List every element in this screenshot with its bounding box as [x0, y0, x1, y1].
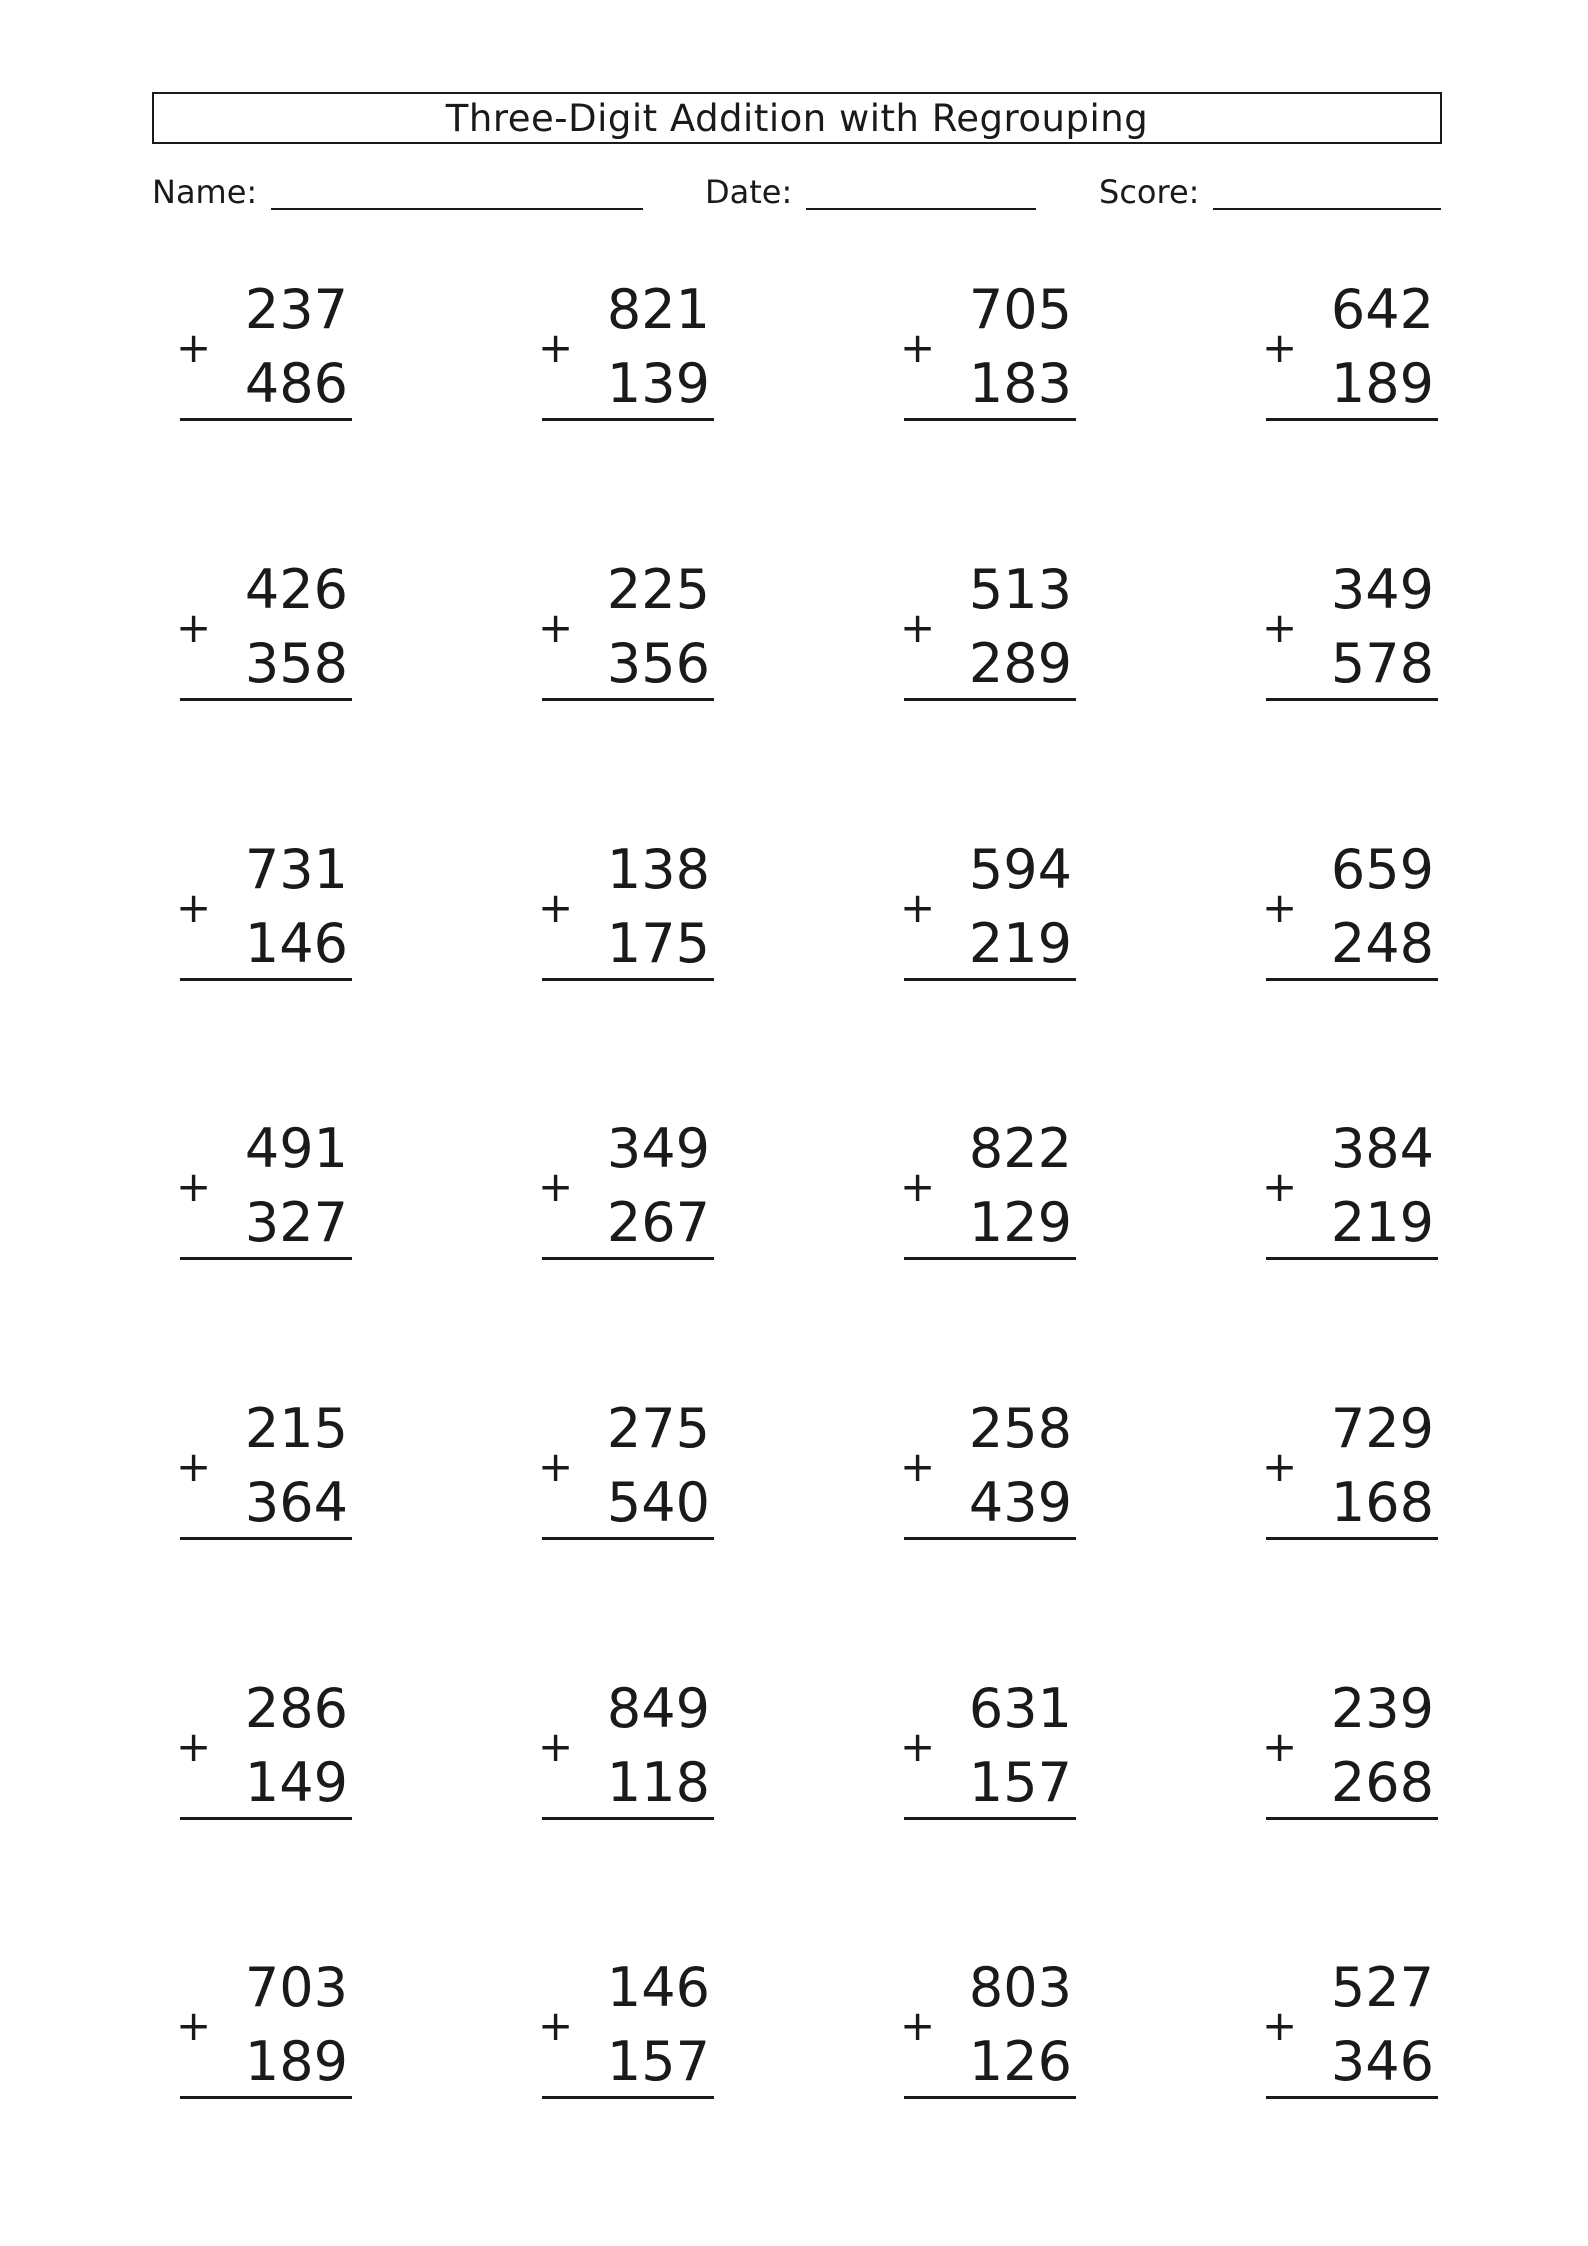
addend-top: 275 [606, 1397, 710, 1460]
addition-problem [1262, 1679, 1438, 1829]
addend-top: 225 [606, 558, 710, 621]
addend-bottom: 289 [968, 632, 1072, 695]
addend-bottom: 356 [606, 632, 710, 695]
addition-problem [176, 1119, 352, 1269]
score-blank-line[interactable] [1213, 178, 1441, 210]
addend-bottom: 183 [968, 352, 1072, 415]
addition-problem [176, 1958, 352, 2108]
addition-problem [538, 1679, 714, 1829]
addend-top: 703 [244, 1956, 348, 2019]
addend-top: 426 [244, 558, 348, 621]
addition-problem [1262, 1399, 1438, 1549]
addend-bottom: 129 [968, 1191, 1072, 1254]
addend-top: 729 [1330, 1397, 1434, 1460]
answer-line[interactable] [1266, 698, 1438, 701]
plus-sign: + [900, 1722, 936, 1771]
answer-line[interactable] [180, 978, 352, 981]
addition-problem [900, 1679, 1076, 1829]
addend-top: 349 [606, 1117, 710, 1180]
answer-line[interactable] [904, 698, 1076, 701]
answer-line[interactable] [180, 1257, 352, 1260]
addend-top: 237 [244, 278, 348, 341]
addition-problem [900, 1119, 1076, 1269]
answer-line[interactable] [542, 2096, 714, 2099]
addend-bottom: 486 [244, 352, 348, 415]
addend-top: 705 [968, 278, 1072, 341]
plus-sign: + [900, 1442, 936, 1491]
plus-sign: + [1262, 1442, 1298, 1491]
answer-line[interactable] [904, 2096, 1076, 2099]
addend-bottom: 139 [606, 352, 710, 415]
addend-top: 239 [1330, 1677, 1434, 1740]
plus-sign: + [538, 2001, 574, 2050]
plus-sign: + [1262, 2001, 1298, 2050]
answer-line[interactable] [542, 978, 714, 981]
addend-top: 803 [968, 1956, 1072, 2019]
plus-sign: + [176, 2001, 212, 2050]
addend-top: 258 [968, 1397, 1072, 1460]
addend-top: 146 [606, 1956, 710, 2019]
answer-line[interactable] [1266, 418, 1438, 421]
answer-line[interactable] [1266, 2096, 1438, 2099]
answer-line[interactable] [542, 698, 714, 701]
answer-line[interactable] [1266, 1817, 1438, 1820]
plus-sign: + [538, 1162, 574, 1211]
plus-sign: + [1262, 323, 1298, 372]
addend-top: 286 [244, 1677, 348, 1740]
date-blank-line[interactable] [806, 178, 1036, 210]
plus-sign: + [538, 323, 574, 372]
addition-problem [900, 1958, 1076, 2108]
plus-sign: + [538, 603, 574, 652]
addend-bottom: 157 [606, 2030, 710, 2093]
addend-bottom: 157 [968, 1751, 1072, 1814]
addition-problem [1262, 560, 1438, 710]
addition-problem [1262, 840, 1438, 990]
addend-bottom: 267 [606, 1191, 710, 1254]
plus-sign: + [900, 1162, 936, 1211]
addend-top: 384 [1330, 1117, 1434, 1180]
plus-sign: + [1262, 603, 1298, 652]
answer-line[interactable] [180, 418, 352, 421]
plus-sign: + [900, 2001, 936, 2050]
addition-problem [1262, 1119, 1438, 1269]
addend-bottom: 540 [606, 1471, 710, 1534]
answer-line[interactable] [542, 1257, 714, 1260]
addend-top: 822 [968, 1117, 1072, 1180]
addend-top: 849 [606, 1677, 710, 1740]
answer-line[interactable] [542, 418, 714, 421]
header-fields [152, 170, 1442, 220]
answer-line[interactable] [904, 978, 1076, 981]
addition-problem [900, 1399, 1076, 1549]
addend-bottom: 248 [1330, 912, 1434, 975]
plus-sign: + [1262, 1162, 1298, 1211]
addend-bottom: 118 [606, 1751, 710, 1814]
addition-problem [1262, 1958, 1438, 2108]
addend-top: 513 [968, 558, 1072, 621]
addend-bottom: 146 [244, 912, 348, 975]
addend-top: 631 [968, 1677, 1072, 1740]
name-field [152, 170, 643, 214]
answer-line[interactable] [180, 2096, 352, 2099]
addend-top: 138 [606, 838, 710, 901]
addend-top: 349 [1330, 558, 1434, 621]
answer-line[interactable] [542, 1537, 714, 1540]
addition-problem [900, 280, 1076, 430]
answer-line[interactable] [542, 1817, 714, 1820]
addition-problem [538, 1958, 714, 2108]
addend-bottom: 189 [1330, 352, 1434, 415]
addition-problem [900, 840, 1076, 990]
plus-sign: + [1262, 1722, 1298, 1771]
addend-bottom: 189 [244, 2030, 348, 2093]
score-label: Score: [1099, 173, 1200, 211]
answer-line[interactable] [904, 418, 1076, 421]
plus-sign: + [176, 1722, 212, 1771]
addition-problem [176, 1679, 352, 1829]
addition-problem [538, 560, 714, 710]
addition-problem [538, 280, 714, 430]
addend-bottom: 358 [244, 632, 348, 695]
addition-problem [900, 560, 1076, 710]
addition-problem [176, 560, 352, 710]
addend-bottom: 149 [244, 1751, 348, 1814]
answer-line[interactable] [180, 1817, 352, 1820]
addend-bottom: 578 [1330, 632, 1434, 695]
addition-problem [176, 840, 352, 990]
answer-line[interactable] [904, 1537, 1076, 1540]
addend-top: 215 [244, 1397, 348, 1460]
addend-bottom: 219 [968, 912, 1072, 975]
addend-bottom: 219 [1330, 1191, 1434, 1254]
plus-sign: + [176, 883, 212, 932]
answer-line[interactable] [1266, 1537, 1438, 1540]
plus-sign: + [900, 603, 936, 652]
addend-top: 731 [244, 838, 348, 901]
addend-bottom: 364 [244, 1471, 348, 1534]
plus-sign: + [900, 323, 936, 372]
addend-top: 659 [1330, 838, 1434, 901]
plus-sign: + [1262, 883, 1298, 932]
plus-sign: + [176, 323, 212, 372]
addition-problem [1262, 280, 1438, 430]
addition-problem [176, 280, 352, 430]
score-field [1099, 170, 1441, 214]
addend-bottom: 346 [1330, 2030, 1434, 2093]
addend-top: 821 [606, 278, 710, 341]
addend-bottom: 126 [968, 2030, 1072, 2093]
name-label: Name: [152, 173, 258, 211]
addition-problem [538, 840, 714, 990]
plus-sign: + [176, 603, 212, 652]
addend-bottom: 327 [244, 1191, 348, 1254]
plus-sign: + [900, 883, 936, 932]
worksheet-title: Three-Digit Addition with Regrouping [152, 92, 1442, 144]
addend-top: 491 [244, 1117, 348, 1180]
plus-sign: + [538, 1722, 574, 1771]
addend-top: 642 [1330, 278, 1434, 341]
addend-top: 594 [968, 838, 1072, 901]
answer-line[interactable] [904, 1257, 1076, 1260]
addition-problem [538, 1119, 714, 1269]
plus-sign: + [176, 1162, 212, 1211]
answer-line[interactable] [180, 698, 352, 701]
addend-bottom: 175 [606, 912, 710, 975]
addend-bottom: 439 [968, 1471, 1072, 1534]
date-field [705, 170, 1036, 214]
addend-bottom: 268 [1330, 1751, 1434, 1814]
addend-bottom: 168 [1330, 1471, 1434, 1534]
plus-sign: + [176, 1442, 212, 1491]
answer-line[interactable] [1266, 978, 1438, 981]
addend-top: 527 [1330, 1956, 1434, 2019]
plus-sign: + [538, 1442, 574, 1491]
plus-sign: + [538, 883, 574, 932]
date-label: Date: [705, 173, 793, 211]
answer-line[interactable] [904, 1817, 1076, 1820]
addition-problem [176, 1399, 352, 1549]
answer-line[interactable] [1266, 1257, 1438, 1260]
addition-problem [538, 1399, 714, 1549]
name-blank-line[interactable] [271, 178, 643, 210]
answer-line[interactable] [180, 1537, 352, 1540]
